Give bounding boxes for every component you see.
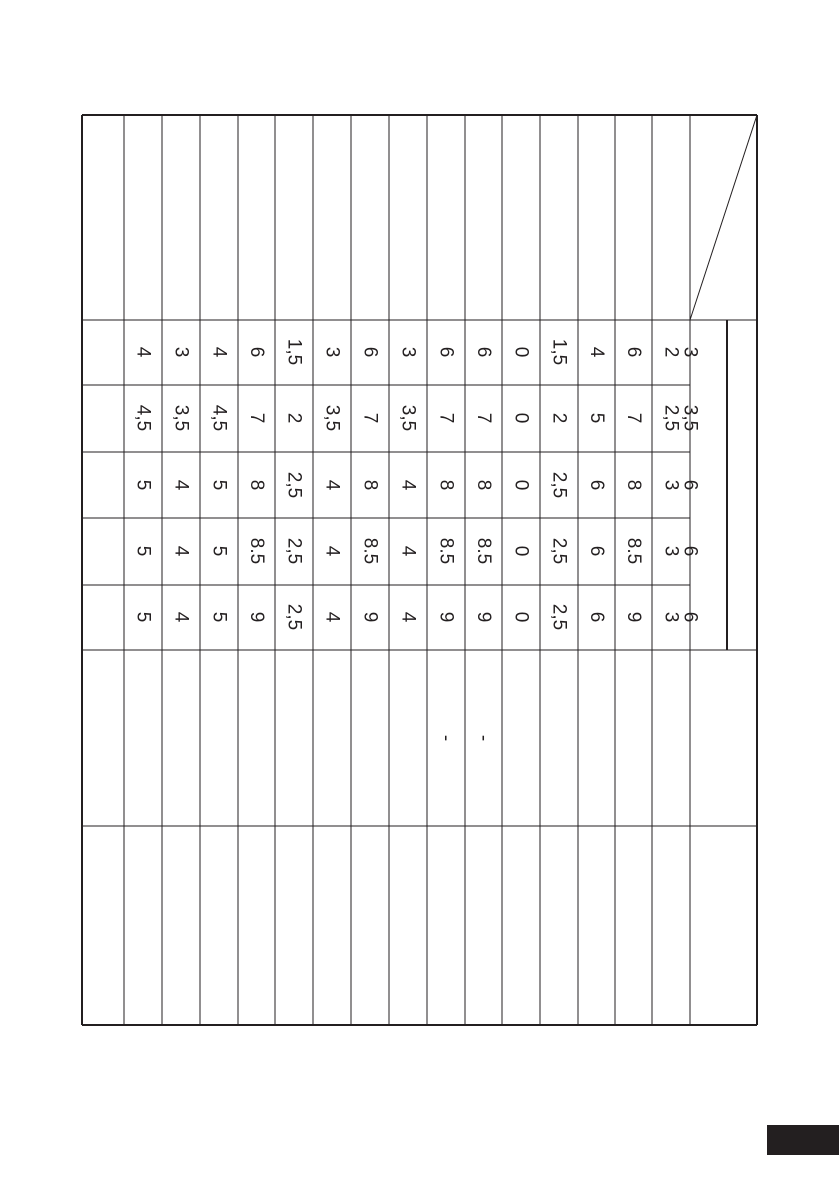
table-cell-value: 0 [510,479,532,491]
table-cell-value: 6 [473,346,494,358]
table-cell-value: 6 [586,611,607,623]
table-cell-value: 2,5 [548,471,570,499]
table-cell-dash: - [473,734,494,742]
table-cell-value: 6 [623,346,644,358]
table-cell-value: 9 [473,611,494,623]
table-cell-value: 7 [473,412,494,424]
table-cell-value: 5 [586,412,607,424]
table-cell-value: 7 [246,412,267,424]
table-cell-value: 4 [321,479,343,491]
table-cell-value: 3 [660,479,682,491]
table-cell-value: 3 [170,346,192,358]
table-cell-value: 0 [510,412,532,424]
table-cell-value: 4 [397,479,419,491]
table-cell-value: 2 [660,346,682,358]
table-cell-value: 3,5 [679,404,701,432]
table-cell-value: 2,5 [283,471,305,499]
table-cell-value: 2,5 [283,537,305,565]
table-cell-value: 8 [359,479,381,491]
table-cell-value: 9 [359,611,381,623]
table-cell-value: 8.5 [359,537,381,565]
table-cell-value: 6 [586,545,607,557]
table-cell-value: 3,5 [397,404,419,432]
table-cell-value: 4,5 [208,404,230,432]
table-cell-value: 5 [208,545,230,557]
table-cell-value: 4 [208,346,230,358]
table-cell-value: 8.5 [435,537,457,565]
table-cell-value: 9 [623,611,644,623]
table-cell-value: 9 [435,611,457,623]
page-number-tab [767,1125,839,1155]
table-cell-value: 3 [397,346,419,358]
table-cell-value: 4 [170,545,192,557]
table-cell-value: 3,5 [170,404,192,432]
table-cell-value: 4 [586,346,607,358]
table-cell-value: 8.5 [246,537,267,565]
table-cell-value: 4 [321,611,343,623]
table-cell-value: 2,5 [660,404,682,432]
table-cell-value: 6 [359,346,381,358]
table-cell-value: 8 [473,479,494,491]
table-cell-value: 6 [679,611,701,623]
table-cell-value: 8 [246,479,267,491]
table-cell-value: 5 [208,611,230,623]
table-cell-value: 0 [510,545,532,557]
table-cell-value: 3 [679,346,701,358]
table-cell-value: 8 [435,479,457,491]
table-cell-value: 2 [283,412,305,424]
table-cell-value: 8.5 [623,537,644,565]
table-cell-value: 1,5 [548,338,570,366]
table-cell-value: 3 [660,545,682,557]
header-diagonal-rule [690,115,757,320]
table-cell-value: 4 [397,545,419,557]
table-cell-value: 1,5 [283,338,305,366]
table-cell-value: 2,5 [548,603,570,631]
table-cell-value: 5 [132,545,154,557]
table-cell-value: 7 [623,412,644,424]
table-cell-value: 4 [321,545,343,557]
table-cell-value: 6 [586,479,607,491]
table-cell-value: 2,5 [283,603,305,631]
table-cell-value: 2,5 [548,537,570,565]
table-cell-value: 4,5 [132,404,154,432]
table-cell-value: 4 [132,346,154,358]
table-cell-value: 7 [435,412,457,424]
table-cell-value: 6 [435,346,457,358]
table-cell-value: 9 [246,611,267,623]
table-cell-value: 0 [510,611,532,623]
table-cell-value: 8.5 [473,537,494,565]
table-cell-value: 4 [397,611,419,623]
table-cell-value: 3 [660,611,682,623]
table-cell-value: 2 [548,412,570,424]
table-cell-value: 5 [132,479,154,491]
table-cell-value: 6 [679,545,701,557]
table-cell-value: 5 [132,611,154,623]
table-cell-value: 5 [208,479,230,491]
table-cell-value: 7 [359,412,381,424]
table-cell-value: 4 [170,479,192,491]
table-cell-value: 0 [510,346,532,358]
table-cell-value: 6 [246,346,267,358]
table-cell-dash: - [435,734,457,742]
table-cell-value: 3 [321,346,343,358]
table-cell-value: 6 [679,479,701,491]
table-cell-value: 3,5 [321,404,343,432]
table-cell-value: 8 [623,479,644,491]
table-cell-value: 4 [170,611,192,623]
